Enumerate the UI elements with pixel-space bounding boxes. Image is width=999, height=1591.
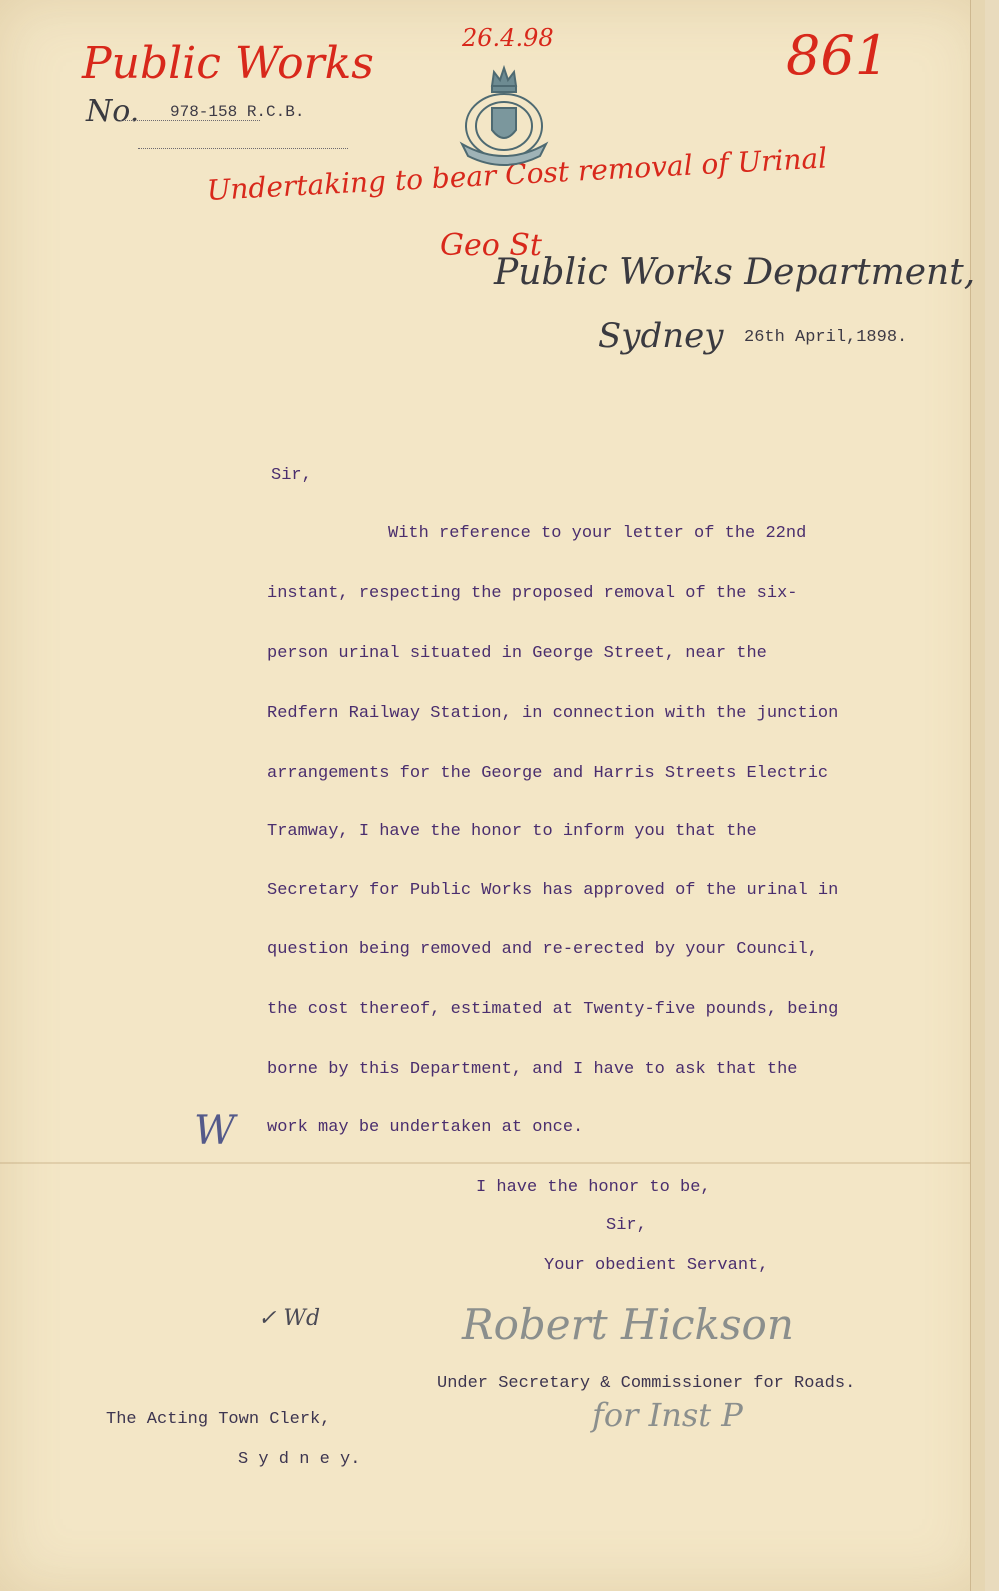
body-line: the cost thereof, estimated at Twenty-five pounds, being [267,1000,839,1019]
addressee-title: The Acting Town Clerk, [106,1410,331,1429]
body-line: borne by this Department, and I have to ask that the [267,1060,798,1079]
subject-note: Undertaking to bear Cost removal of Urinal [206,141,828,207]
signature: Robert Hickson [462,1300,794,1349]
salutation: Sir, [271,466,312,485]
body-line: person urinal situated in George Street, near the [267,644,767,663]
pencil-mark: ✓ Wd [258,1306,321,1331]
folio-number: 861 [786,24,890,87]
body-line: With reference to your letter of the 22nd [388,524,807,543]
reference-underline [138,148,348,149]
heading-stamp: Public Works [82,38,374,89]
street-note: Geo St [440,228,542,263]
closing-servant: Your obedient Servant, [544,1256,769,1275]
signature-note: for Inst P [592,1396,743,1434]
body-line: work may be undertaken at once. [267,1118,584,1137]
body-line: Redfern Railway Station, in connection with the junction [267,704,839,723]
body-line: Secretary for Public Works has approved of the urinal in [267,881,839,900]
place-name: Sydney [598,316,724,356]
body-line: instant, respecting the proposed removal of the six- [267,584,798,603]
closing-line: I have the honor to be, [476,1178,711,1197]
closing-sir: Sir, [606,1216,647,1235]
addressee-city: S y d n e y. [238,1450,361,1469]
margin-initials: W [194,1108,236,1154]
fold-line [0,1162,985,1164]
signatory-title: Under Secretary & Commissioner for Roads. [437,1374,856,1393]
reference-number: 978-158 R.C.B. [170,103,305,121]
body-line: question being removed and re-erected by your Council, [267,940,818,959]
body-line: arrangements for the George and Harris Streets Electric [267,764,829,783]
letter-date: 26th April,1898. [744,328,908,347]
crest-icon [452,60,556,172]
body-line: Tramway, I have the honor to inform you that the [267,822,757,841]
date-note: 26.4.98 [462,24,554,52]
page-edge [970,0,985,1591]
department-name: Public Works Department, [494,252,976,293]
number-label: No. [86,94,140,129]
